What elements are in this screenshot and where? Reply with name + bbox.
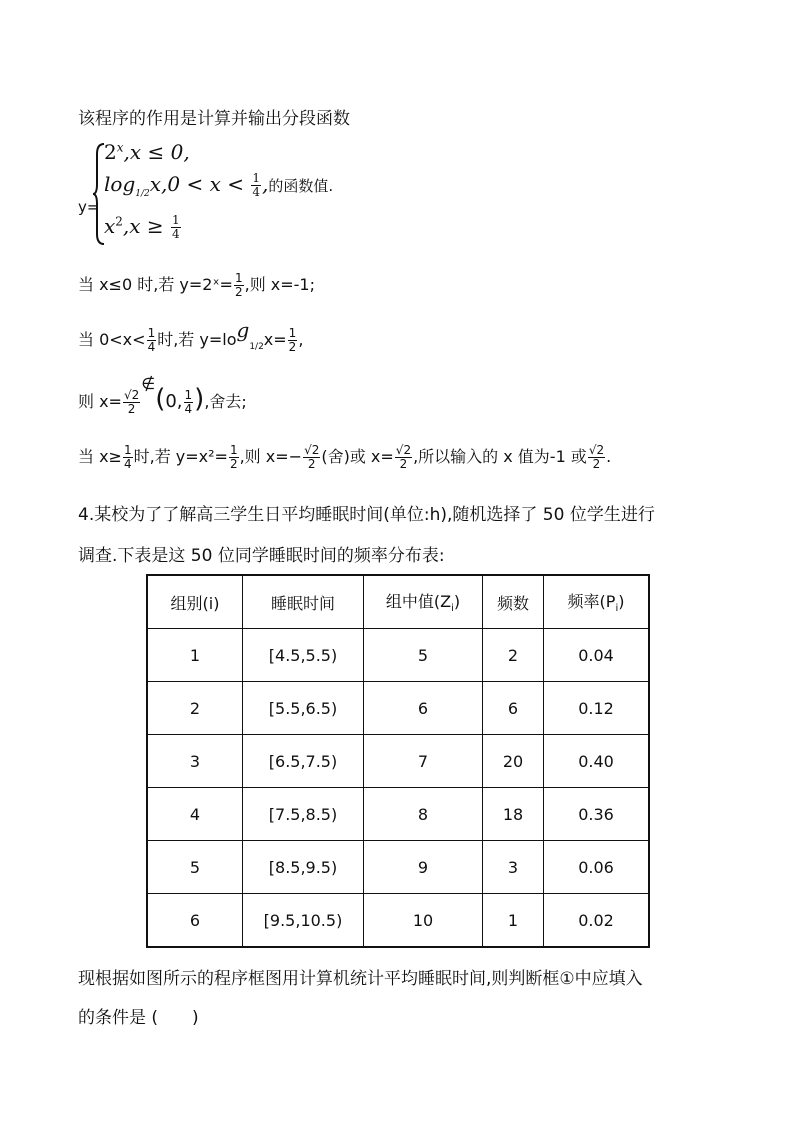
- case-2: $\log_{1/2}x,0 < x$ < $\frac{1}{4}$ ,的函数值.: [104, 171, 334, 199]
- case-3: $x^2,x$ ≥ $\frac{1}{4}$: [104, 213, 180, 241]
- case-1: $2^x,x \le 0$,: [104, 140, 190, 164]
- piecewise-prefix: y=: [78, 198, 100, 216]
- header-sleep-time: 睡眠时间: [243, 575, 364, 629]
- header-midpoint: 组中值$(Z_i)$: [364, 575, 483, 629]
- solution-line-1: 当 x≤0 时,若 y=2ˣ= $\frac{1}{2}$ ,则 x=-1;: [78, 271, 316, 299]
- table-row: 1 [4.5,5.5) 5 2 0.04: [147, 629, 649, 682]
- solution-line-3: 则 x= $\frac{√2}{2}$ ∉(0, $\frac{1}{4}$ ),舍去;: [78, 374, 247, 416]
- solution-line-4: 当 x≥ $\frac{1}{4}$ 时,若 y=x²= $\frac{1}{2}$ ,则 x=− $\frac{√2}{2}$ (舍)或 x= $\frac{√2}{2}$ ,所以输入的 x 值为-1 或 $\frac{√2}{2}$ .: [78, 443, 612, 471]
- table-row: 5 [8.5,9.5) 9 3 0.06: [147, 841, 649, 894]
- problem-line-1: 4.某校为了了解高三学生日平均睡眠时间(单位:h),随机选择了 50 位学生进行: [78, 505, 655, 525]
- header-relative-frequency: 频率$(P_i)$: [544, 575, 650, 629]
- table-row: 2 [5.5,6.5) 6 6 0.12: [147, 682, 649, 735]
- problem-after-line-1: 现根据如图所示的程序框图用计算机统计平均睡眠时间,则判断框①中应填入: [78, 969, 643, 989]
- fraction: $\frac{1}{4}$: [172, 213, 180, 241]
- solution-line-2: 当 0<x< $\frac{1}{4}$ 时,若 $y=\log_{1/2}x=$ $\frac{1}{2}$ ,: [78, 318, 304, 354]
- frequency-table: [146, 574, 650, 948]
- table-row: 3 [6.5,7.5) 7 20 0.40: [147, 735, 649, 788]
- fraction: $\frac{1}{4}$: [252, 171, 260, 199]
- header-group: 组别(i): [147, 575, 243, 629]
- table-row: 4 [7.5,8.5) 8 18 0.36: [147, 788, 649, 841]
- table-row: 6 [9.5,10.5) 10 1 0.02: [147, 894, 649, 948]
- problem-after-line-2: 的条件是 ( ): [78, 1008, 199, 1028]
- table-header-row: [147, 575, 649, 629]
- intro-text: 该程序的作用是计算并输出分段函数: [78, 109, 350, 129]
- header-frequency: 频数: [483, 575, 544, 629]
- problem-line-2: 调查.下表是这 50 位同学睡眠时间的频率分布表:: [78, 546, 445, 566]
